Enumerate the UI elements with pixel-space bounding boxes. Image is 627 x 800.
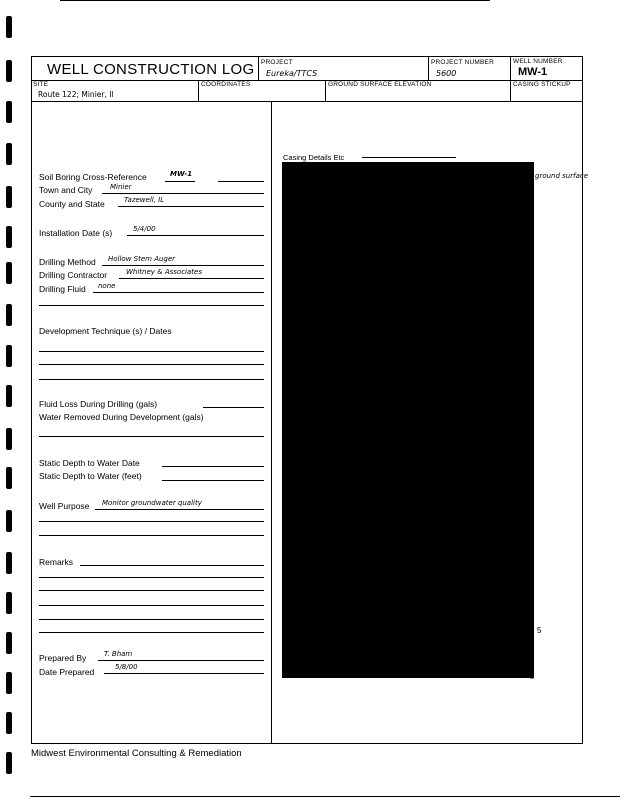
dev-line-2: [39, 364, 264, 365]
well-purpose-value: Monitor groundwater quality: [102, 499, 202, 507]
soil-boring-label: Soil Boring Cross-Reference: [39, 172, 147, 182]
drill-fluid-label: Drilling Fluid: [39, 284, 86, 294]
remarks-underline: [80, 565, 264, 566]
town-underline: [102, 193, 264, 194]
prepared-by-underline: [98, 660, 264, 661]
site-value: Route 122; Minier, Il: [38, 90, 114, 99]
casing-stickup-label: CASING STICKUP: [513, 81, 571, 88]
water-removed-label: Water Removed During Development (gals): [39, 412, 204, 422]
drill-contractor-underline: [119, 278, 264, 279]
soil-boring-value: MW-1: [170, 170, 193, 178]
purpose-line-2: [39, 521, 264, 522]
drill-method-label: Drilling Method: [39, 257, 96, 267]
county-value: Tazewell, IL: [124, 196, 165, 204]
header-divider-1: [31, 80, 583, 81]
project-number-value: 5600: [436, 69, 457, 78]
header-divider-2: [31, 101, 583, 102]
install-date-label: Installation Date (s): [39, 228, 113, 238]
date-prepared-label: Date Prepared: [39, 667, 95, 677]
remarks-line-4: [39, 605, 264, 606]
well-purpose-label: Well Purpose: [39, 501, 90, 511]
project-value: Eureka/TTCS: [266, 69, 318, 78]
header-col-2: [428, 56, 429, 81]
header-col-1: [258, 56, 259, 81]
drill-method-value: Hollow Stem Auger: [108, 255, 176, 263]
drill-contractor-label: Drilling Contractor: [39, 270, 108, 280]
remarks-label: Remarks: [39, 557, 74, 567]
remarks-line-5: [39, 619, 264, 620]
blank-line-1: [39, 305, 264, 306]
drill-fluid-value: none: [98, 282, 116, 290]
prepared-by-value: T. Bham: [104, 650, 133, 658]
static-feet-label: Static Depth to Water (feet): [39, 471, 142, 481]
static-date-underline: [162, 466, 264, 467]
well-number-label: WELL NUMBER: [513, 58, 563, 65]
install-date-underline: [127, 235, 264, 236]
coordinates-label: COORDINATES: [201, 81, 251, 88]
town-value: Minier: [110, 183, 132, 191]
ground-elevation-label: GROUND SURFACE ELEVATION: [328, 81, 432, 88]
form-title: WELL CONSTRUCTION LOG: [47, 61, 255, 78]
dev-line-1: [39, 351, 264, 352]
remarks-line-3: [39, 590, 264, 591]
header-col-5: [325, 80, 326, 101]
redacted-well-diagram: [282, 162, 534, 678]
prepared-by-label: Prepared By: [39, 653, 87, 663]
county-label: County and State: [39, 199, 105, 209]
drill-contractor-value: Whitney & Associates: [126, 268, 202, 276]
ground-surface-note: ground surface: [535, 172, 589, 180]
side-mark-2: 8: [530, 674, 534, 681]
town-label: Town and City: [39, 185, 93, 195]
dev-technique-label: Development Technique (s) / Dates: [39, 326, 172, 336]
header-col-3: [510, 56, 511, 101]
remarks-line-6: [39, 632, 264, 633]
project-label: PROJECT: [261, 59, 293, 66]
static-feet-underline: [162, 480, 264, 481]
header-col-4: [198, 80, 199, 101]
remarks-line-2: [39, 577, 264, 578]
drill-method-underline: [102, 265, 264, 266]
scan-top-edge: [60, 0, 490, 1]
side-mark-1: 5: [537, 626, 542, 635]
fluid-loss-underline: [203, 407, 264, 408]
water-removed-underline: [39, 436, 264, 437]
casing-details-underline: [362, 157, 456, 158]
date-prepared-value: 5/8/00: [115, 663, 138, 671]
casing-details-label: Casing Details Etc: [283, 153, 345, 162]
dev-line-3: [39, 379, 264, 380]
column-divider: [271, 101, 272, 744]
install-date-value: 5/4/00: [133, 225, 156, 233]
site-label: SITE: [33, 81, 49, 88]
soil-boring-underline-2: [218, 181, 264, 182]
company-footer: Midwest Environmental Consulting & Remediation: [31, 748, 242, 759]
drill-fluid-underline: [93, 292, 264, 293]
purpose-line-3: [39, 535, 264, 536]
soil-boring-underline: [165, 181, 195, 182]
static-date-label: Static Depth to Water Date: [39, 458, 140, 468]
fluid-loss-label: Fluid Loss During Drilling (gals): [39, 399, 158, 409]
project-number-label: PROJECT NUMBER: [431, 59, 494, 66]
county-underline: [118, 206, 264, 207]
well-purpose-underline: [95, 509, 264, 510]
date-prepared-underline: [104, 673, 264, 674]
well-number-value: MW-1: [518, 66, 548, 78]
scan-bottom-edge: [30, 796, 620, 797]
